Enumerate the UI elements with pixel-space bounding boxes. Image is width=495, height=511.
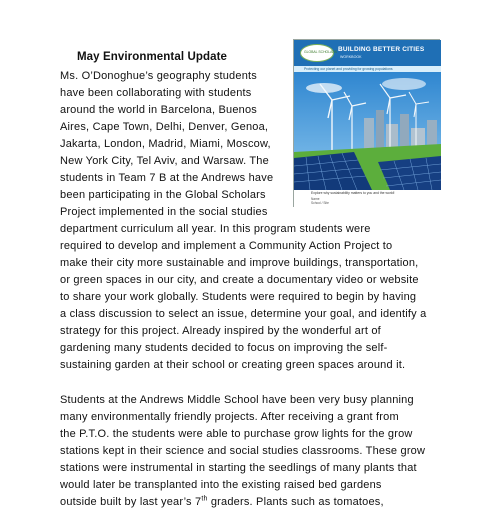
ordinal-superscript: th	[201, 495, 208, 503]
paragraph1-line: New York City, Tel Aviv, and Warsaw. The	[60, 155, 269, 167]
paragraph1-line: strategy for this project. Already inspired by the wonderful art of	[60, 325, 381, 337]
paragraph1-line: Aires, Cape Town, Delhi, Denver, Genoa,	[60, 121, 269, 133]
last-line-text: outside built by last year’s 7	[60, 496, 202, 508]
last-line-text-end: graders. Plants such as tomatoes,	[207, 496, 384, 508]
cover-title: BUILDING BETTER CITIES	[338, 46, 425, 53]
paragraph2-line: stations were instrumental in starting the seedlings of many plants that	[60, 462, 417, 474]
workbook-cover-image	[293, 39, 440, 207]
paragraph1-line: around the world in Barcelona, Buenos	[60, 104, 257, 116]
paragraph1-line: Jakarta, London, Madrid, Miami, Moscow,	[60, 138, 271, 150]
cover-question: Explore why sustainability matters to you and the world!	[311, 191, 395, 195]
paragraph1-line: a class discussion to select an issue, determine your goal, and identify a	[60, 308, 427, 320]
paragraph1-line: to share your work globally. Students were required to begin by having	[60, 291, 417, 303]
article-heading: May Environmental Update	[77, 51, 228, 63]
cover-illustration	[294, 40, 441, 208]
paragraph1-line: required to develop and implement a Community Action Project to	[60, 240, 393, 252]
paragraph2-line: would later be transplanted into the existing raised bed gardens	[60, 479, 382, 491]
paragraph1-line: Ms. O’Donoghue’s geography students	[60, 70, 257, 82]
paragraph2-last-line	[60, 494, 384, 511]
paragraph1-line: students in Team 7 B at the Andrews have	[60, 172, 274, 184]
cover-tagline: Protecting our planet and providing for growing populations	[304, 67, 393, 71]
cover-school-field: School / Site	[311, 201, 329, 205]
paragraph2-line: Students at the Andrews Middle School have been very busy planning	[60, 394, 414, 406]
paragraph1-line: been participating in the Global Scholars	[60, 189, 266, 201]
paragraph1-line: or green spaces in our city, and create a documentary video or website	[60, 274, 419, 286]
paragraph1-line: Project implemented in the social studies	[60, 206, 268, 218]
paragraph1-line: sustaining garden at their school or creating green spaces around it.	[60, 359, 406, 371]
paragraph2-line: the P.T.O. the students were able to purchase grow lights for the grow	[60, 428, 413, 440]
paragraph1-line: make their city more sustainable and improve buildings, transportation,	[60, 257, 419, 269]
paragraph1-line: have been collaborating with students	[60, 87, 252, 99]
cover-subtitle: WORKBOOK	[340, 55, 362, 59]
paragraph1-line: department curriculum all year. In this program students were	[60, 223, 371, 235]
paragraph1-line: gardening many students decided to focus on improving the self-	[60, 342, 388, 354]
paragraph2-line: many environmentally friendly projects. After receiving a grant from	[60, 411, 399, 423]
global-scholars-logo: GLOBAL SCHOLARS	[300, 44, 334, 62]
cover-form-box	[308, 190, 430, 206]
paragraph2-line: stations kept in their science and social studies classrooms. These grow	[60, 445, 426, 457]
cover-name-field: Name	[311, 197, 320, 201]
